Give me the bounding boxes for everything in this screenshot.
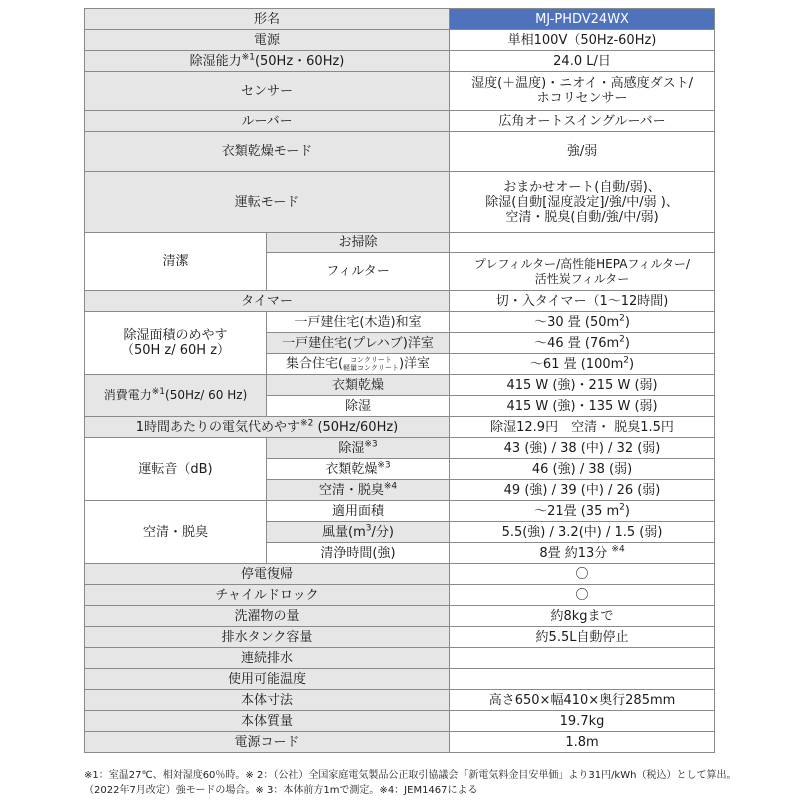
power-recovery-value: 〇 <box>450 564 715 585</box>
cleaning-sub2-label: フィルター <box>267 253 450 291</box>
cleaning-sub1-value <box>450 233 715 253</box>
timer-label: タイマー <box>85 291 450 312</box>
area-label: 除湿面積のめやす （50H z/ 60H z） <box>85 312 267 375</box>
row-timer <box>85 291 715 312</box>
row-dehumid-capacity <box>85 51 715 72</box>
purify-row-label: 風量($m^3/$分) <box>267 522 450 543</box>
weight-value: 19.7kg <box>450 711 715 732</box>
sensor-value: 湿度(＋温度)・ニオイ・高感度ダスト/ ホコリセンサー <box>450 72 715 111</box>
model-label: 形名 <box>85 9 450 30</box>
child-lock-label: チャイルドロック <box>85 585 450 606</box>
purify-row-value: 〜21畳 (35 $m^2$) <box>450 501 715 522</box>
spec-table <box>84 8 715 753</box>
power-consumption-row-label: 衣類乾燥 <box>267 375 450 396</box>
purify-row-value: 8畳 約13分 $^{※4}$ <box>450 543 715 564</box>
row-sensor <box>85 72 715 111</box>
row-weight <box>85 711 715 732</box>
tank-value: 約5.5L自動停止 <box>450 627 715 648</box>
row-louver <box>85 111 715 132</box>
noise-row-label: 空清・脱臭$^{※4}$ <box>267 480 450 501</box>
noise-row-value: 49 (強) / 39 (中) / 26 (弱) <box>450 480 715 501</box>
row-dimensions <box>85 690 715 711</box>
purify-row-value: 5.5(強) / 3.2(中) / 1.5 (弱) <box>450 522 715 543</box>
row-power-source <box>85 30 715 51</box>
row-cord <box>85 732 715 753</box>
footnotes <box>84 768 784 798</box>
cleaning-sub2-value: プレフィルター/高性能HEPAフィルター/ 活性炭フィルター <box>450 253 715 291</box>
row-power-recovery <box>85 564 715 585</box>
row-electricity-cost <box>85 417 715 438</box>
cord-value: 1.8m <box>450 732 715 753</box>
area-row-label: 一戸建住宅(木造)和室 <box>267 312 450 333</box>
dehumid-capacity-label: 除湿能力$^{※1}$(50Hz・60Hz) <box>85 51 450 72</box>
footnote-line: （2022年7月改定）強モードの場合。※ 3：本体前方1mで測定。※4：JEM1467による <box>84 785 478 796</box>
louver-value: 広角オートスイングルーバー <box>450 111 715 132</box>
laundry-label: 洗濯物の量 <box>85 606 450 627</box>
dehumid-capacity-value: 24.0 L/日 <box>450 51 715 72</box>
operation-mode-label: 運転モード <box>85 172 450 233</box>
row-laundry <box>85 606 715 627</box>
clothes-mode-label: 衣類乾燥モード <box>85 132 450 172</box>
row-noise-1 <box>85 438 715 459</box>
timer-value: 切・入タイマー（1〜12時間) <box>450 291 715 312</box>
cord-label: 電源コード <box>85 732 450 753</box>
area-row-value: 〜46 畳 $(76m^2)$ <box>450 333 715 354</box>
row-model <box>85 9 715 30</box>
power-source-label: 電源 <box>85 30 450 51</box>
row-purify-1 <box>85 501 715 522</box>
area-row-value: 〜61 畳 $(100m^2)$ <box>450 354 715 375</box>
noise-row-value: 43 (強) / 38 (中) / 32 (弱) <box>450 438 715 459</box>
dimensions-label: 本体寸法 <box>85 690 450 711</box>
row-operation-mode <box>85 172 715 233</box>
area-row-label: 一戸建住宅(プレハブ)洋室 <box>267 333 450 354</box>
power-consumption-row-value: 415 W (強)・215 W (弱) <box>450 375 715 396</box>
weight-label: 本体質量 <box>85 711 450 732</box>
model-value: MJ-PHDV24WX <box>450 9 715 30</box>
noise-row-label: 除湿$^{※3}$ <box>267 438 450 459</box>
row-tank <box>85 627 715 648</box>
power-consumption-label: 消費電力$^{※1}$(50Hz/ 60 Hz) <box>85 375 267 417</box>
noise-label: 運転音（dB) <box>85 438 267 501</box>
area-row-value: 〜30 畳 $(50m^2)$ <box>450 312 715 333</box>
temp-range-value <box>450 669 715 690</box>
tank-label: 排水タンク容量 <box>85 627 450 648</box>
electricity-cost-value: 除湿12.9円 空清・ 脱臭1.5円 <box>450 417 715 438</box>
sensor-label: センサー <box>85 72 450 111</box>
power-consumption-row-label: 除湿 <box>267 396 450 417</box>
cleaning-sub1-label: お掃除 <box>267 233 450 253</box>
temp-range-label: 使用可能温度 <box>85 669 450 690</box>
dimensions-value: 高さ650×幅410×奥行285mm <box>450 690 715 711</box>
purify-label: 空清・脱臭 <box>85 501 267 564</box>
purify-row-label: 清浄時間(強) <box>267 543 450 564</box>
cleaning-label: 清潔 <box>85 233 267 291</box>
row-area-1 <box>85 312 715 333</box>
row-temp-range <box>85 669 715 690</box>
noise-row-value: 46 (強) / 38 (弱) <box>450 459 715 480</box>
power-consumption-row-value: 415 W (強)・135 W (弱) <box>450 396 715 417</box>
noise-row-label: 衣類乾燥$^{※3}$ <box>267 459 450 480</box>
footnote-line: ※1：室温27℃、相対湿度60％時。※ 2：（公社）全国家庭電気製品公正取引協議会「新電気料金目安単価」より31円/kWh（税込）として算出。 <box>84 770 737 781</box>
row-child-lock <box>85 585 715 606</box>
child-lock-value: 〇 <box>450 585 715 606</box>
power-source-value: 単相100V（50Hz-60Hz) <box>450 30 715 51</box>
electricity-cost-label: 1時間あたりの電気代めやす$^{※2}$ (50Hz/60Hz) <box>85 417 450 438</box>
power-recovery-label: 停電復帰 <box>85 564 450 585</box>
row-continuous-drain <box>85 648 715 669</box>
row-cleaning-1 <box>85 233 715 253</box>
laundry-value: 約8kgまで <box>450 606 715 627</box>
clothes-mode-value: 強/弱 <box>450 132 715 172</box>
purify-row-label: 適用面積 <box>267 501 450 522</box>
area-row-label: 集合住宅( コンクリート 軽量コンクリート)洋室 <box>267 354 450 375</box>
operation-mode-value: おまかせオート(自動/弱)、 除湿(自動[湿度設定]/強/中/弱 )、 空清・脱臭(自動/強/中/弱) <box>450 172 715 233</box>
continuous-drain-label: 連続排水 <box>85 648 450 669</box>
louver-label: ルーバー <box>85 111 450 132</box>
row-power-consumption-1 <box>85 375 715 396</box>
continuous-drain-value <box>450 648 715 669</box>
row-clothes-mode <box>85 132 715 172</box>
